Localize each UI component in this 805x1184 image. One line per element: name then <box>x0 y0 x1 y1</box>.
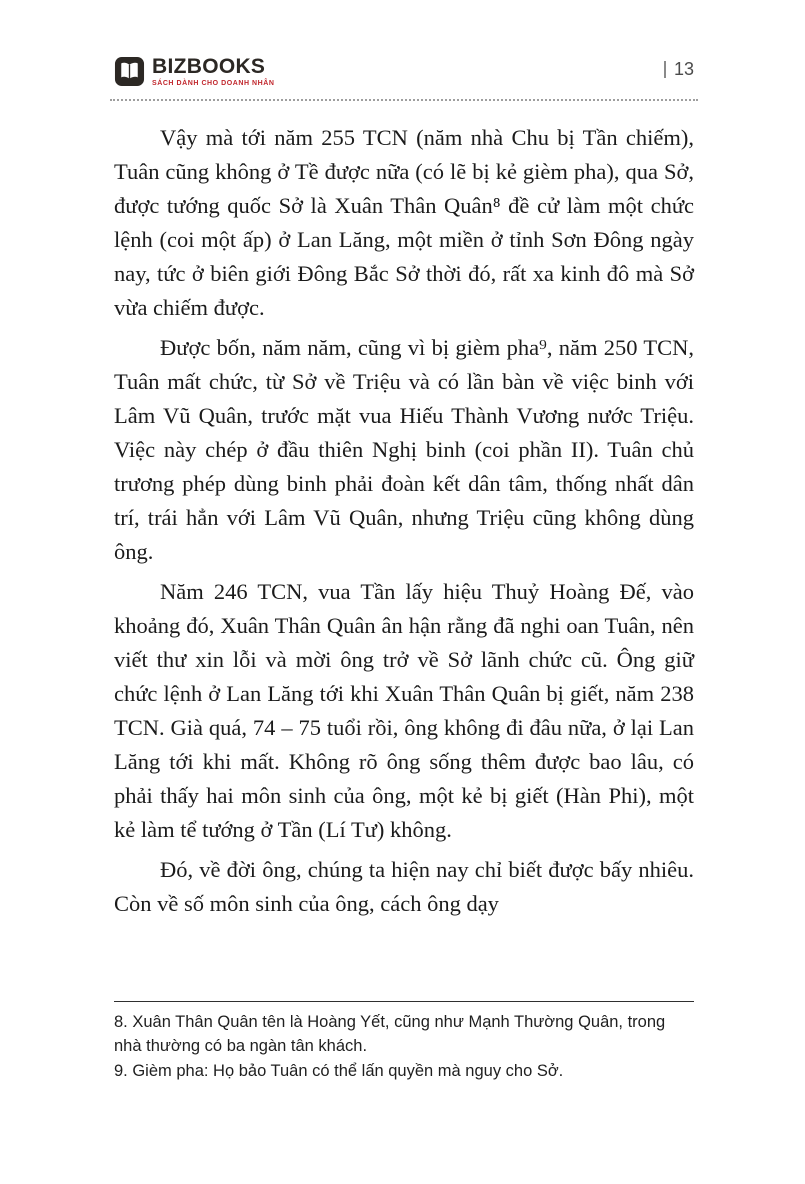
body-text <box>114 121 694 927</box>
brand-tagline: SÁCH DÀNH CHO DOANH NHÂN <box>152 80 275 87</box>
page-number <box>664 59 694 80</box>
body-paragraph: Đó, về đời ông, chúng ta hiện nay chỉ biết được bấy nhiêu. Còn về số môn sinh của ông, cách ông dạy <box>114 857 694 916</box>
page-number-value: 13 <box>673 59 694 79</box>
bizbooks-logo-icon <box>114 56 145 87</box>
brand-biz: BIZ <box>152 55 187 78</box>
header-divider <box>110 99 698 101</box>
brand-books: BOOKS <box>186 55 266 78</box>
footnote: 9. Gièm pha: Họ bảo Tuân có thể lấn quyền mà nguy cho Sở. <box>114 1062 564 1080</box>
body-paragraph: Được bốn, năm năm, cũng vì bị gièm pha⁹, năm 250 TCN, Tuân mất chức, từ Sở về Triệu và có lần bàn về việc binh với Lâm Vũ Quân, trước mặt vua Hiếu Thành Vương nước Triệu. Việc này chép ở đầu thiên Nghị binh (coi phần II). Tuân chủ trương phép dùng binh phải đoàn kết dân tâm, thống nhất dân trí, trái hẳn với Lâm Vũ Quân, nhưng Triệu cũng không dùng ông. <box>114 335 694 564</box>
footnote: 8. Xuân Thân Quân tên là Hoàng Yết, cũng như Mạnh Thường Quân, trong nhà thường có ba ngàn tân khách. <box>114 1013 666 1055</box>
logo-text <box>152 56 274 87</box>
brand-name <box>152 56 274 77</box>
bizbooks-logo <box>114 56 274 87</box>
page-header <box>114 56 694 87</box>
page-number-divider <box>664 61 666 78</box>
body-paragraph: Năm 246 TCN, vua Tần lấy hiệu Thuỷ Hoàng Đế, vào khoảng đó, Xuân Thân Quân ân hận rằng đã nghi oan Tuân, nên viết thư xin lỗi và mời ông trở về Sở lãnh chức cũ. Ông giữ chức lệnh ở Lan Lăng tới khi Xuân Thân Quân bị giết, năm 238 TCN. Già quá, 74 – 75 tuổi rồi, ông không đi đâu nữa, ở lại Lan Lăng tới khi mất. Không rõ ông sống thêm được bao lâu, có phải thấy hai môn sinh của ông, một kẻ bị giết (Hàn Phi), một kẻ làm tể tướng ở Tần (Lí Tư) không. <box>114 579 694 842</box>
body-paragraph: Vậy mà tới năm 255 TCN (năm nhà Chu bị Tần chiếm), Tuân cũng không ở Tề được nữa (có lẽ bị kẻ gièm pha), qua Sở, được tướng quốc Sở là Xuân Thân Quân⁸ đề cử làm một chức lệnh (coi một ấp) ở Lan Lăng, một miền ở tỉnh Sơn Đông ngày nay, tức ở biên giới Đông Bắc Sở thời đó, rất xa kinh đô mà Sở vừa chiếm được. <box>114 125 694 320</box>
footnotes <box>114 1001 694 1084</box>
